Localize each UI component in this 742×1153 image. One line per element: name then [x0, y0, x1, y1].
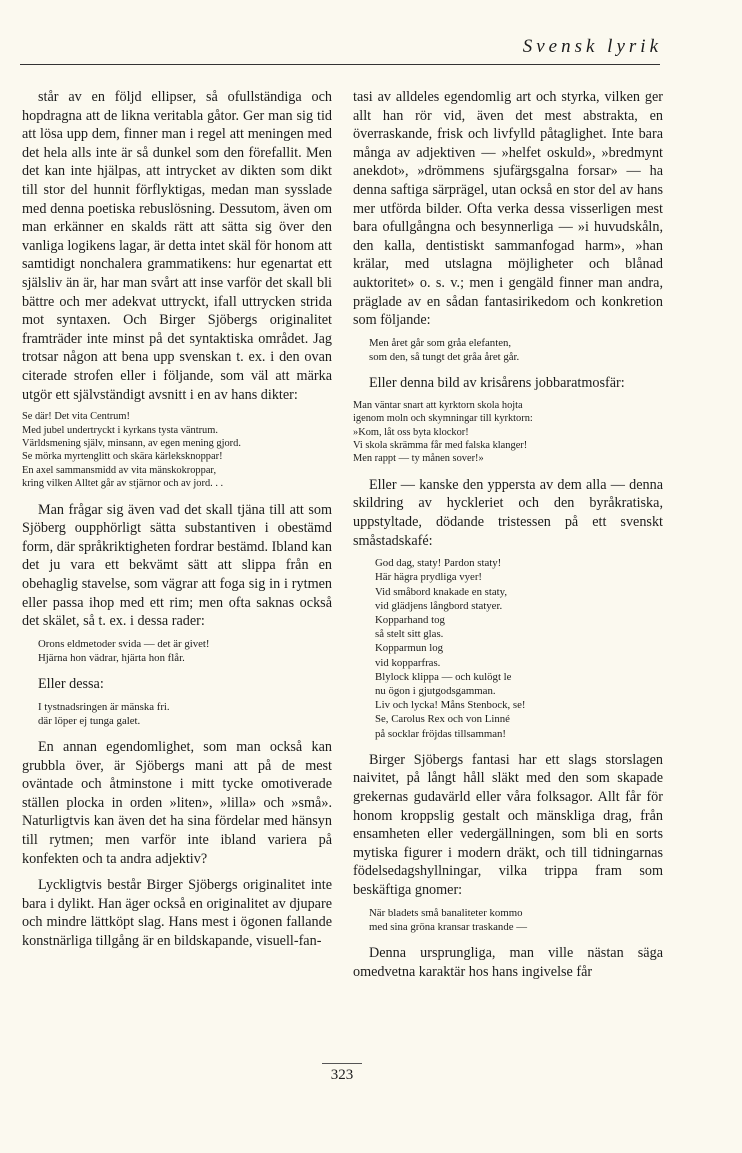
verse-line: God dag, staty! Pardon staty! — [375, 557, 502, 570]
verse-line: vid kopparfras. — [375, 656, 441, 669]
paragraph: Man frågar sig även vad det skall tjäna till att som Sjöberg oupphörligt sätta substantiven i obestämd form, där språkriktigheten fordrar bestämd. Ibland kan det ju vara ett bekvämt sätt att slippa från en obehaglig stavelse, som vägrar att foga sig in i rytmen eller passa ihop med ett rim; men ofta saknas också det skälet, så t. ex. i dessa rader: — [22, 501, 332, 630]
verse-line: med sina gröna kransar traskande — — [369, 920, 527, 933]
verse-line: En axel sammansmidd av vita mänskokroppar, — [22, 464, 217, 476]
verse-line: Kopparmun log — [375, 642, 444, 655]
verse-line: Vid småbord knakade en staty, — [375, 585, 508, 598]
verse-line: Med jubel undertryckt i kyrkans tysta väntrum. — [22, 424, 218, 436]
paragraph: Eller — kanske den yppersta av dem alla — denna skildring av hyckleriet och den byråkratiska, uppstyltade, dödande tristessen på ett svenskt småstadskafé: — [353, 476, 663, 549]
paragraph: tasi av alldeles egendomlig art och styrka, vilken ger allt han rör vid, även det mest abstrakta, en överraskande, frisk och livfylld påtaglighet. Inte bara många av adjektiven — »helfet oskuld», »bredmynt anekdot», »drömmens sjufärgsgalna forsar» — ha denna saftiga särprägel, utan också en stor del av hans mer utförda bilder. Ofta verka dessa visserligen mest bara ofullgångna och besynnerliga — »i huvudskåln, den kalla, dentistiskt sammanfogad harm», »han krälar, med utslagna möjligheter och blånad auktoritet» o. s. v.; men i gengäld finner man andra, präglade av en sådan fantasirikedom och konkretion som följande: — [353, 89, 663, 329]
verse-line: på socklar fröjdas tillsamman! — [375, 727, 507, 740]
verse-line: Liv och lycka! Måns Stenbock, se! — [375, 699, 526, 712]
verse-line: »Kom, låt oss byta klockor! — [353, 426, 469, 438]
header-rule — [20, 64, 660, 65]
verse-line: kring vilken Alltet går av stjärnor och av jord. . . — [22, 478, 224, 490]
verse-line: Kopparhand tog — [375, 613, 445, 626]
verse-line: så stelt sitt glas. — [375, 628, 444, 641]
verse-line: Orons eldmetoder svida — det är givet! — [38, 637, 210, 650]
verse-line: Se där! Det vita Centrum! — [22, 411, 130, 423]
paragraph: En annan egendomlighet, som man också kan grubbla över, är Sjöbergs mani att på de mest oväntade och åtminstone i mitt tycke omotiverade ställen plocka in orden »liten», »lilla» och »små». Naturligtvis kan även det ha sina fördelar med hänsyn till rytmen; men varför inte ibland variera på konfekten och ta andra adjektiv? — [22, 739, 332, 867]
paragraph: står av en följd ellipser, så ofullständiga och hopdragna att de likna veritabla gåtor. Ger man sig tid att lösa upp dem, finner man i regel att meningen med det hela alls inte är så dunkel som den förefallit. Men det kan inte hjälpas, att intrycket av dikten som dikt till stor del hunnit förflyktigas, medan man sysslade med denna poetiska rebuslösning. Dessutom, även om man erkänner en skalds rätt att sätta sig över den vanliga logikens lagar, är detta intet skäl för honom att samtidigt nonchalera grammatikens: hur egenartat ett själsliv än är, har man svårt att inse varför det skall bli bättre och mer adekvat uttryckt, ifall uttrycken strida mot syntaxen. Och Birger Sjöbergs originalitet framträder inte minst på det syntaktiska området. Jag trotsar någon att bena upp svenskan t. ex. i den ovan citerade strofen eller i följande, som väl att märka utgör ett självständigt avsnitt i en av hans dikter: — [22, 89, 332, 403]
verse-line: Här hägra prydliga vyer! — [375, 571, 483, 584]
verse-quote — [353, 906, 663, 934]
verse-line: Men rappt — ty månen sover!» — [353, 453, 484, 465]
verse-line: vid glädjens långbord statyer. — [375, 599, 503, 612]
verse-quote — [353, 336, 663, 364]
running-header: Svensk lyrik — [522, 36, 662, 57]
verse-line: I tystnadsringen är mänska fri. — [38, 700, 170, 713]
paragraph: Denna ursprungliga, man ville nästan säga omedvetna karaktär hos hans ingivelse får — [353, 944, 663, 980]
paragraph: Eller dessa: — [38, 676, 104, 693]
verse-line: där löper ej tunga galet. — [38, 714, 141, 727]
page-number: 323 — [330, 1067, 354, 1083]
verse-line: Se mörka myrtenglitt och skära kärleksknoppar! — [22, 451, 223, 463]
footer-rule — [322, 1063, 362, 1064]
verse-line: som den, så tungt det gråa året går. — [369, 350, 520, 363]
right-column — [353, 88, 663, 981]
verse-line: nu ögon i gjutgodsgamman. — [375, 684, 496, 697]
verse-line: Blylock klippa — och kulögt le — [375, 670, 512, 683]
verse-line: Men året går som gråa elefanten, — [369, 336, 512, 349]
verse-line: När bladets små banaliteter kommo — [369, 906, 523, 919]
verse-quote — [22, 637, 332, 665]
verse-quote — [22, 700, 332, 728]
verse-line: Världsmening själv, minsann, av egen mening gjord. — [22, 437, 241, 449]
verse-line: Se, Carolus Rex och von Linné — [375, 713, 510, 726]
paragraph: Eller denna bild av krisårens jobbaratmosfär: — [369, 375, 625, 392]
verse-line: igenom moln och skymningar till kyrktorn: — [353, 413, 533, 425]
paragraph: Lyckligtvis består Birger Sjöbergs originalitet inte bara i dylikt. Han äger också en originalitet av djupare och mindre lättköpt slag. Hans mest i ögonen fallande konstnärliga tillgång är en bildskapande, visuell-fan- — [22, 877, 332, 950]
verse-line: Hjärna hon vädrar, hjärta hon flår. — [38, 651, 185, 664]
verse-quote — [353, 399, 663, 466]
paragraph: Birger Sjöbergs fantasi har ett slags storslagen naivitet, på långt håll släkt med den som skapade grekernas gudavärld eller våra folksagor. Allt får för honom kroppslig gestalt och mänskliga drag, från ensamheten eller vedergällningen, som bli en sorts mytiska figurer i modern dräkt, och till tidningarnas födelsedagshyllningar, vilka trippa fram som beskäftiga gnomer: — [353, 751, 663, 898]
verse-quote — [22, 410, 332, 490]
verse-line: Vi skola skrämma får med falska klanger! — [353, 439, 528, 451]
verse-line: Man väntar snart att kyrktorn skola hojta — [353, 399, 523, 411]
verse-quote — [353, 556, 663, 741]
left-column — [22, 88, 332, 951]
